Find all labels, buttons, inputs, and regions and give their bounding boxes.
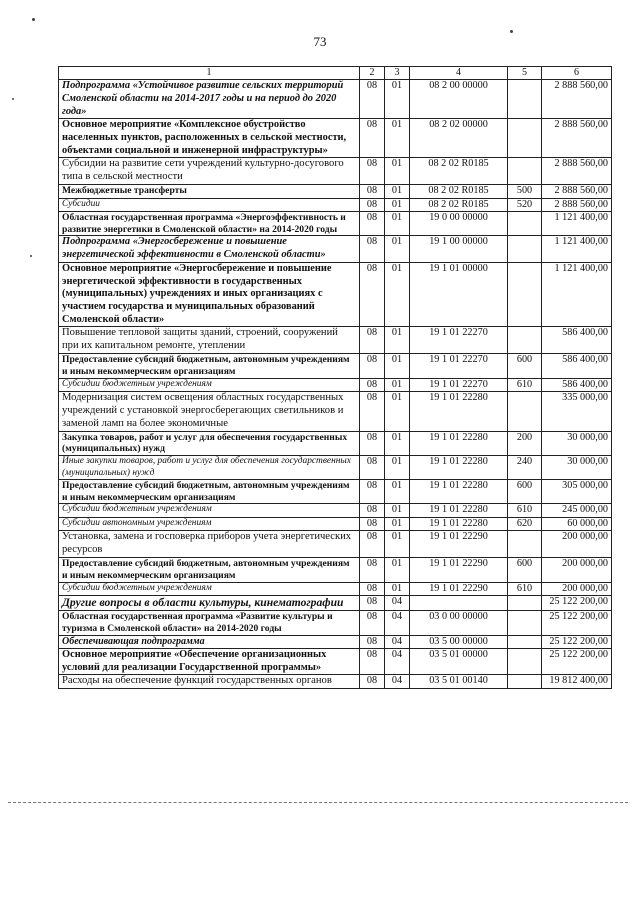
row-csr-cell: 19 1 01 22280 [410,456,508,480]
row-vr-cell [508,212,542,236]
row-sum-cell: 2 888 560,00 [542,198,612,211]
row-csr-cell: 08 2 02 00000 [410,119,508,158]
row-name-cell: Субсидии на развитие сети учреждений культурно-досугового типа в сельской местности [59,158,360,185]
row-sum-cell: 1 121 400,00 [542,212,612,236]
row-sum-cell: 335 000,00 [542,391,612,431]
row-rz-cell: 08 [360,504,385,517]
row-sum-cell: 30 000,00 [542,431,612,455]
row-vr-cell [508,158,542,185]
row-name-cell: Подпрограмма «Энергосбережение и повышение энергетической эффективности в Смоленской области» [59,236,360,262]
table-row [59,517,612,530]
row-name-cell: Повышение тепловой защиты зданий, строений, сооружений при их капитальном ремонте, утеплении [59,327,360,354]
row-vr-cell [508,80,542,119]
row-name-cell: Субсидии автономным учреждениям [59,517,360,530]
table-row [59,611,612,635]
row-pr-cell: 04 [385,675,410,689]
row-pr-cell: 01 [385,431,410,455]
row-vr-cell: 610 [508,582,542,595]
table-row [59,456,612,480]
row-name-cell: Модернизация систем освещения областных государственных учреждений с установкой энергосберегающих светильников и заменой ламп на более экономичные [59,391,360,431]
header-cell: 2 [360,67,385,80]
row-vr-cell: 620 [508,517,542,530]
row-csr-cell: 03 5 00 00000 [410,635,508,648]
row-pr-cell: 01 [385,185,410,198]
row-pr-cell: 01 [385,198,410,211]
row-rz-cell: 08 [360,582,385,595]
row-sum-cell: 200 000,00 [542,558,612,582]
row-sum-cell: 2 888 560,00 [542,185,612,198]
row-csr-cell: 19 1 01 22280 [410,480,508,504]
row-name-cell: Иные закупки товаров, работ и услуг для обеспечения государственных (муниципальных) нужд [59,456,360,480]
row-sum-cell: 2 888 560,00 [542,158,612,185]
row-rz-cell: 08 [360,198,385,211]
row-sum-cell: 2 888 560,00 [542,119,612,158]
row-sum-cell: 25 122 200,00 [542,596,612,611]
row-vr-cell [508,262,542,326]
row-rz-cell: 08 [360,635,385,648]
row-rz-cell: 08 [360,391,385,431]
row-rz-cell: 08 [360,236,385,262]
row-csr-cell: 19 1 01 22280 [410,431,508,455]
row-pr-cell: 01 [385,531,410,558]
header-cell: 5 [508,67,542,80]
row-vr-cell: 600 [508,558,542,582]
row-rz-cell: 08 [360,596,385,611]
row-csr-cell: 19 1 01 22280 [410,391,508,431]
row-pr-cell: 01 [385,378,410,391]
row-rz-cell: 08 [360,531,385,558]
row-name-cell: Основное мероприятие «Энергосбережение и повышение энергетической эффективности в государственных (муниципальных) учреждениях и иных организациях с участием государства и муниципальных образований Смоленской области» [59,262,360,326]
row-name-cell: Обеспечивающая подпрограмма [59,635,360,648]
table-row [59,558,612,582]
row-pr-cell: 01 [385,456,410,480]
row-csr-cell: 19 1 01 22270 [410,354,508,378]
row-rz-cell: 08 [360,378,385,391]
row-pr-cell: 01 [385,517,410,530]
table-row [59,354,612,378]
row-pr-cell: 04 [385,649,410,675]
row-csr-cell: 08 2 02 R0185 [410,158,508,185]
row-pr-cell: 01 [385,391,410,431]
row-sum-cell: 305 000,00 [542,480,612,504]
row-name-cell: Субсидии бюджетным учреждениям [59,504,360,517]
row-vr-cell: 520 [508,198,542,211]
table-row [59,212,612,236]
row-pr-cell: 01 [385,236,410,262]
row-rz-cell: 08 [360,480,385,504]
row-rz-cell: 08 [360,212,385,236]
scan-speck [32,18,35,21]
row-csr-cell [410,596,508,611]
row-pr-cell: 04 [385,596,410,611]
row-sum-cell: 25 122 200,00 [542,649,612,675]
table-header-row [59,67,612,80]
row-rz-cell: 08 [360,611,385,635]
row-name-cell: Подпрограмма «Устойчивое развитие сельских территорий Смоленской области на 2014-2017 годы и на период до 2020 года» [59,80,360,119]
scan-dashed-line [8,802,628,803]
row-sum-cell: 586 400,00 [542,378,612,391]
table-row [59,80,612,119]
row-vr-cell [508,531,542,558]
row-pr-cell: 01 [385,354,410,378]
header-cell: 3 [385,67,410,80]
table-row [59,158,612,185]
table-row [59,262,612,326]
row-sum-cell: 200 000,00 [542,582,612,595]
row-vr-cell [508,596,542,611]
row-name-cell: Субсидии бюджетным учреждениям [59,582,360,595]
row-sum-cell: 586 400,00 [542,327,612,354]
budget-table [58,66,612,689]
row-vr-cell: 600 [508,480,542,504]
table-row [59,582,612,595]
row-sum-cell: 30 000,00 [542,456,612,480]
table-row [59,596,612,611]
row-pr-cell: 01 [385,582,410,595]
row-vr-cell [508,649,542,675]
table-row [59,431,612,455]
row-csr-cell: 19 1 01 22280 [410,504,508,517]
row-name-cell: Предоставление субсидий бюджетным, автономным учреждениям и иным некоммерческим организациям [59,480,360,504]
row-rz-cell: 08 [360,185,385,198]
row-pr-cell: 01 [385,158,410,185]
row-csr-cell: 19 0 00 00000 [410,212,508,236]
row-csr-cell: 19 1 01 22270 [410,327,508,354]
table-row [59,480,612,504]
row-pr-cell: 01 [385,327,410,354]
table-row [59,236,612,262]
row-sum-cell: 245 000,00 [542,504,612,517]
table-row [59,198,612,211]
row-vr-cell [508,675,542,689]
row-csr-cell: 03 5 01 00140 [410,675,508,689]
row-name-cell: Установка, замена и госповерка приборов учета энергетических ресурсов [59,531,360,558]
header-cell: 1 [59,67,360,80]
row-name-cell: Основное мероприятие «Комплексное обустройство населенных пунктов, расположенных в сельской местности, объектами социальной и инженерной инфраструктуры» [59,119,360,158]
header-cell: 4 [410,67,508,80]
row-name-cell: Субсидии бюджетным учреждениям [59,378,360,391]
row-pr-cell: 01 [385,119,410,158]
row-rz-cell: 08 [360,558,385,582]
row-pr-cell: 01 [385,480,410,504]
table-row [59,675,612,689]
row-sum-cell: 586 400,00 [542,354,612,378]
row-name-cell: Закупка товаров, работ и услуг для обеспечения государственных (муниципальных) нужд [59,431,360,455]
row-pr-cell: 01 [385,80,410,119]
row-csr-cell: 19 1 01 22270 [410,378,508,391]
row-csr-cell: 19 1 01 00000 [410,262,508,326]
row-csr-cell: 03 0 00 00000 [410,611,508,635]
row-vr-cell: 240 [508,456,542,480]
row-sum-cell: 1 121 400,00 [542,236,612,262]
table-row [59,119,612,158]
row-vr-cell: 500 [508,185,542,198]
row-sum-cell: 2 888 560,00 [542,80,612,119]
page-number: 73 [313,34,327,49]
row-pr-cell: 04 [385,635,410,648]
row-name-cell: Основное мероприятие «Обеспечение организационных условий для реализации Государственной программы» [59,649,360,675]
row-sum-cell: 25 122 200,00 [542,611,612,635]
row-rz-cell: 08 [360,80,385,119]
header-cell: 6 [542,67,612,80]
row-csr-cell: 19 1 01 22280 [410,517,508,530]
row-vr-cell: 610 [508,504,542,517]
table-row [59,504,612,517]
row-name-cell: Областная государственная программа «Энергоэффективность и развитие энергетики в Смоленской области» на 2014-2020 годы [59,212,360,236]
row-sum-cell: 1 121 400,00 [542,262,612,326]
row-name-cell: Областная государственная программа «Развитие культуры и туризма в Смоленской области» на 2014-2020 годы [59,611,360,635]
row-vr-cell: 600 [508,354,542,378]
table-row [59,649,612,675]
row-sum-cell: 60 000,00 [542,517,612,530]
table-row [59,378,612,391]
row-rz-cell: 08 [360,262,385,326]
row-sum-cell: 200 000,00 [542,531,612,558]
row-vr-cell: 200 [508,431,542,455]
row-rz-cell: 08 [360,327,385,354]
row-csr-cell: 08 2 02 R0185 [410,198,508,211]
row-sum-cell: 25 122 200,00 [542,635,612,648]
row-vr-cell [508,611,542,635]
row-csr-cell: 19 1 01 22290 [410,558,508,582]
row-vr-cell [508,391,542,431]
row-name-cell: Расходы на обеспечение функций государственных органов [59,675,360,689]
row-rz-cell: 08 [360,456,385,480]
table-row [59,635,612,648]
row-rz-cell: 08 [360,354,385,378]
row-rz-cell: 08 [360,431,385,455]
row-pr-cell: 01 [385,504,410,517]
row-name-cell: Субсидии [59,198,360,211]
row-csr-cell: 19 1 01 22290 [410,582,508,595]
row-sum-cell: 19 812 400,00 [542,675,612,689]
row-vr-cell [508,327,542,354]
row-csr-cell: 19 1 00 00000 [410,236,508,262]
row-vr-cell [508,236,542,262]
row-rz-cell: 08 [360,119,385,158]
row-pr-cell: 01 [385,212,410,236]
row-csr-cell: 08 2 02 R0185 [410,185,508,198]
row-csr-cell: 03 5 01 00000 [410,649,508,675]
scan-speck [12,98,14,100]
row-pr-cell: 04 [385,611,410,635]
row-vr-cell [508,119,542,158]
table-row [59,391,612,431]
row-csr-cell: 08 2 00 00000 [410,80,508,119]
scan-speck [510,30,513,33]
table-row [59,531,612,558]
row-rz-cell: 08 [360,675,385,689]
scan-speck [30,255,32,257]
row-vr-cell [508,635,542,648]
row-rz-cell: 08 [360,649,385,675]
table-row [59,185,612,198]
row-name-cell: Предоставление субсидий бюджетным, автономным учреждениям и иным некоммерческим организациям [59,354,360,378]
row-name-cell: Другие вопросы в области культуры, кинематографии [59,596,360,611]
row-rz-cell: 08 [360,517,385,530]
table-row [59,327,612,354]
row-vr-cell: 610 [508,378,542,391]
row-pr-cell: 01 [385,262,410,326]
row-rz-cell: 08 [360,158,385,185]
row-name-cell: Предоставление субсидий бюджетным, автономным учреждениям и иным некоммерческим организациям [59,558,360,582]
row-csr-cell: 19 1 01 22290 [410,531,508,558]
row-name-cell: Межбюджетные трансферты [59,185,360,198]
row-pr-cell: 01 [385,558,410,582]
